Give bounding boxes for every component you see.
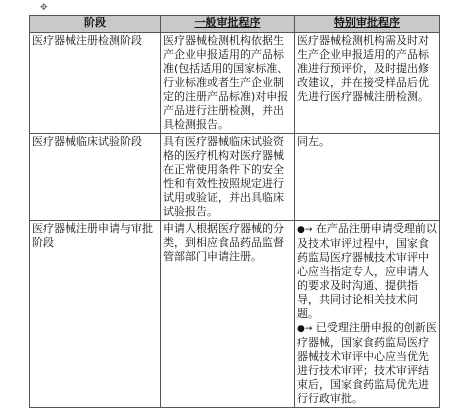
bullet-text: 已受理注册申报的创新医疗器械，国家食药监局医疗器械技术审评中心应当优先进行技术审评；技术审评结束后，国家食药监局优先进行行政审批。: [297, 321, 437, 405]
bullet-item: [297, 321, 437, 406]
cell-general: 具有医疗器械临床试验资格的医疗机构对医疗器械在正常使用条件下的安全性和有效性按照规定进行试用或验证，并出具临床试验报告。: [161, 134, 295, 221]
cell-special: 同左。: [295, 134, 440, 221]
header-row: [30, 16, 440, 33]
bullet-icon: ●→: [297, 225, 313, 235]
bullet-text: 在产品注册申请受理前以及技术审评过程中，国家食药监局医疗器械技术审评中心应当指定专人，应申请人的要求及时沟通、提供指导，共同讨论相关技术问题。: [297, 222, 437, 320]
cell-stage: 医疗器械注册检测阶段: [30, 33, 161, 134]
table-row: [30, 134, 440, 221]
header-special: [295, 16, 440, 33]
bullet-icon: ●→: [297, 324, 313, 334]
table-row: [30, 221, 440, 408]
table-row: [30, 33, 440, 134]
cell-stage: 医疗器械临床试验阶段: [30, 134, 161, 221]
header-general: [161, 16, 295, 33]
header-general-label: 一般审批程序: [194, 16, 261, 29]
cell-general: 申请人根据医疗器械的分类，到相应食品药品监督管部部门申请注册。: [161, 221, 295, 408]
cell-stage: 医疗器械注册申请与审批阶段: [30, 221, 161, 408]
bullet-item: [297, 222, 437, 321]
cell-special: [295, 221, 440, 408]
cell-special: 医疗器械检测机构需及时对生产企业申报适用的产品标准进行预评价，及时提出修改建议，并在接受样品后优先进行医疗器械注册检测。: [295, 33, 440, 134]
table-anchor-icon: ✥: [40, 3, 48, 13]
approval-comparison-table: [29, 15, 440, 408]
cell-general: 医疗器械检测机构依据生产企业申报适用的产品标准(包括适用的国家标准、行业标准或者生产企业制定的注册产品标准)对申报产品进行注册检测，并出具检测报告。: [161, 33, 295, 134]
header-stage: 阶段: [30, 16, 161, 33]
header-special-label: 特别审批程序: [334, 16, 400, 29]
